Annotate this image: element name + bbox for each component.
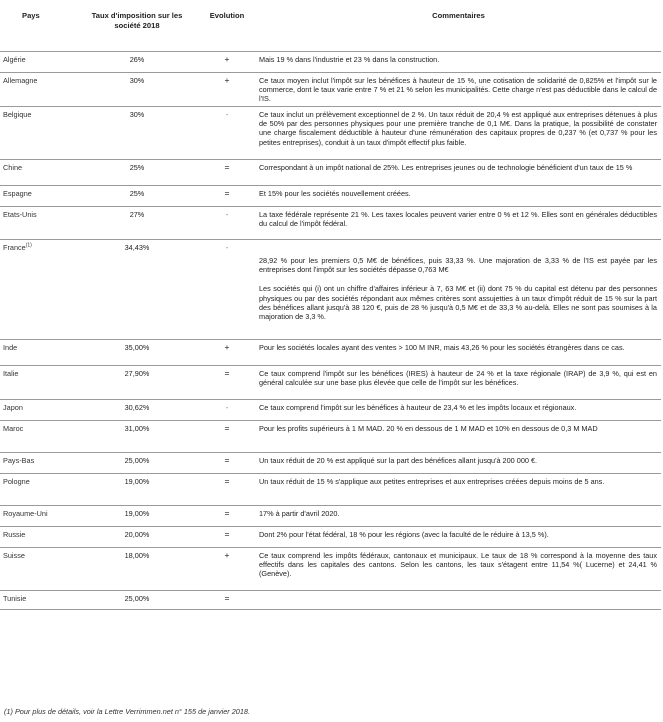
- comment-text: Correspondant à un impôt national de 25%. Les entreprises jeunes ou de technologie bénéficient d'un taux de 15 %: [259, 163, 633, 172]
- country-name: Chine: [3, 163, 23, 172]
- table-row: [0, 207, 661, 240]
- comment-text: Les sociétés qui (i) ont un chiffre d'affaires inférieur à 7, 63 M€ et (ii) dont 75 % du capital est détenu par des personnes physiques ou par des sociétés répondant aux mêmes critères sont assujetties à un taux d'impôt réduit de 15 % sur la part des bénéfices allant jusqu'à 38 120 €, puis de 28 % jusqu'à 0,5 M€ et de 33,3 % au-delà. Elles ne sont pas soumises à la majoration de 3,3 %.: [259, 284, 657, 322]
- comment-text: Pour les profits supérieurs à 1 M MAD. 20 % en dessous de 1 M MAD et 10% en dessous de 0,3 M MAD: [259, 424, 598, 433]
- table-row: [0, 527, 661, 548]
- comment-text: Ce taux comprend les impôts fédéraux, cantonaux et municipaux. Le taux de 18 % correspond à la moyenne des taux effectifs dans les capitales des cantons. Selon les cantons, les taux s'étagent entre 11,54 %( Lucerne) et 24,41 % (Genève).: [259, 551, 657, 579]
- tax-rate-cell: 25%: [76, 160, 198, 186]
- comment-cell: [256, 52, 661, 73]
- country-name: Royaume-Uni: [3, 509, 48, 518]
- country-cell: [0, 591, 76, 610]
- evolution-cell: -: [198, 240, 256, 340]
- evolution-cell: =: [198, 186, 256, 207]
- country-name: France: [3, 243, 26, 252]
- country-cell: [0, 240, 76, 340]
- country-name: Tunisie: [3, 594, 27, 603]
- evolution-cell: +: [198, 340, 256, 366]
- country-cell: [0, 107, 76, 160]
- country-name: Russie: [3, 530, 26, 539]
- header-pays: Pays: [0, 8, 76, 52]
- country-cell: [0, 207, 76, 240]
- comment-cell: [256, 366, 661, 400]
- evolution-cell: -: [198, 107, 256, 160]
- comment-text: Dont 2% pour l'état fédéral, 18 % pour les régions (avec la faculté de le réduire à 13,5 %).: [259, 530, 549, 539]
- table-row: [0, 421, 661, 453]
- comment-cell: [256, 207, 661, 240]
- country-cell: [0, 160, 76, 186]
- country-cell: [0, 366, 76, 400]
- evolution-cell: =: [198, 506, 256, 527]
- evolution-cell: =: [198, 160, 256, 186]
- tax-rate-cell: 26%: [76, 52, 198, 73]
- evolution-cell: -: [198, 400, 256, 421]
- country-name: Pologne: [3, 477, 30, 486]
- table-row: [0, 506, 661, 527]
- comment-text: 28,92 % pour les premiers 0,5 M€ de bénéfices, puis 33,33 %. Une majoration de 3,33 % de l'IS est payée par les entreprises dont l'impôt sur les sociétés dépasse 0,763 M€: [259, 256, 657, 275]
- country-name: Algérie: [3, 55, 26, 64]
- table-row: [0, 186, 661, 207]
- table-row: [0, 591, 661, 610]
- evolution-cell: =: [198, 527, 256, 548]
- evolution-cell: =: [198, 474, 256, 506]
- comment-text: La taxe fédérale représente 21 %. Les taxes locales peuvent varier entre 0 % et 12 %. Elles sont en générales déductibles du calcul de l'impôt fédéral.: [259, 210, 657, 229]
- comment-cell: [256, 73, 661, 107]
- header-row: [0, 8, 661, 52]
- tax-rate-cell: 31,00%: [76, 421, 198, 453]
- country-name: Suisse: [3, 551, 25, 560]
- table-row: [0, 400, 661, 421]
- country-name: Italie: [3, 369, 19, 378]
- footnote: (1) Pour plus de détails, voir la Lettre Verrimmen.net n° 155 de janvier 2018.: [4, 707, 251, 716]
- comment-text: Un taux réduit de 20 % est appliqué sur la part des bénéfices allant jusqu'à 200 000 €.: [259, 456, 538, 465]
- country-name: Japon: [3, 403, 23, 412]
- country-cell: [0, 474, 76, 506]
- comment-cell: [256, 400, 661, 421]
- tax-rate-cell: 35,00%: [76, 340, 198, 366]
- country-cell: [0, 340, 76, 366]
- country-name: Pays-Bas: [3, 456, 35, 465]
- tax-rate-cell: 30,62%: [76, 400, 198, 421]
- comment-cell: [256, 506, 661, 527]
- tax-rate-cell: 18,00%: [76, 548, 198, 591]
- comment-text: Pour les sociétés locales ayant des ventes > 100 M INR, mais 43,26 % pour les sociétés étrangères dans ce cas.: [259, 343, 625, 352]
- tax-rate-cell: 25,00%: [76, 591, 198, 610]
- comment-cell: [256, 186, 661, 207]
- footnote-marker: (1): [25, 242, 32, 249]
- country-cell: [0, 548, 76, 591]
- comment-cell: [256, 107, 661, 160]
- country-cell: [0, 73, 76, 107]
- comment-text: Ce taux inclut un prélèvement exceptionnel de 2 %. Un taux réduit de 20,4 % est appliqué aux entreprises détenues à plus de 50% par des personnes physiques pour une première tranche de 0,1 M€. Dans la pratique, la possibilité de constater une charge fiscalement déductible à hauteur d'une rémunération des capitaux propres de 0,237 % (et 0,737 % pour les petites entreprises), conduit à un taux d'impôt effectif plus faible.: [259, 110, 657, 147]
- comment-text: Mais 19 % dans l'industrie et 23 % dans la construction.: [259, 55, 440, 64]
- table-row: [0, 52, 661, 73]
- tax-rate-cell: 27%: [76, 207, 198, 240]
- country-cell: [0, 421, 76, 453]
- tax-rate-cell: 20,00%: [76, 527, 198, 548]
- country-cell: [0, 527, 76, 548]
- header-evolution: Evolution: [198, 8, 256, 52]
- comment-text: Ce taux comprend l'impôt sur les bénéfices à hauteur de 23,4 % et les impôts locaux et régionaux.: [259, 403, 577, 412]
- evolution-cell: =: [198, 591, 256, 610]
- tax-rate-cell: 30%: [76, 73, 198, 107]
- tax-rate-cell: 30%: [76, 107, 198, 160]
- tax-rate-cell: 25,00%: [76, 453, 198, 474]
- comment-text: Ce taux moyen inclut l'impôt sur les bénéfices à hauteur de 15 %, une cotisation de solidarité de 0,825% et l'impôt sur le commerce, dont le taux varie entre 7 % et 21 % selon les municipalités. Cette charge n'est pas déductible dans le calcul de l'IS.: [259, 76, 657, 104]
- comment-cell: [256, 160, 661, 186]
- evolution-cell: -: [198, 207, 256, 240]
- comment-cell: [256, 240, 661, 340]
- country-cell: [0, 186, 76, 207]
- table-row: [0, 474, 661, 506]
- evolution-cell: +: [198, 73, 256, 107]
- tax-table: [0, 8, 661, 610]
- evolution-cell: =: [198, 421, 256, 453]
- table-row: [0, 366, 661, 400]
- country-name: Belgique: [3, 110, 32, 119]
- country-name: Espagne: [3, 189, 32, 198]
- header-taux: Taux d'imposition sur les société 2018: [76, 8, 198, 52]
- table-body: [0, 52, 661, 610]
- evolution-cell: +: [198, 52, 256, 73]
- country-name: Inde: [3, 343, 18, 352]
- table-row: [0, 548, 661, 591]
- comment-text: Ce taux comprend l'impôt sur les bénéfices (IRES) à hauteur de 24 % et la taxe régionale (IRAP) de 3,9 %, qui est en général calculée sur une base plus élevée que celle de l'impôt sur les bénéfices.: [259, 369, 657, 388]
- tax-rate-cell: 19,00%: [76, 474, 198, 506]
- evolution-cell: =: [198, 366, 256, 400]
- country-cell: [0, 52, 76, 73]
- table-row: [0, 340, 661, 366]
- comment-cell: [256, 527, 661, 548]
- header-commentaires: Commentaires: [256, 8, 661, 52]
- country-name: Allemagne: [3, 76, 38, 85]
- tax-rate-cell: 25%: [76, 186, 198, 207]
- tax-rate-cell: 34,43%: [76, 240, 198, 340]
- country-name: Maroc: [3, 424, 24, 433]
- table-row: [0, 160, 661, 186]
- comment-text: 17% à partir d'avril 2020.: [259, 509, 340, 518]
- tax-rate-cell: 19,00%: [76, 506, 198, 527]
- evolution-cell: +: [198, 548, 256, 591]
- comment-cell: [256, 421, 661, 453]
- country-cell: [0, 453, 76, 474]
- comment-cell: [256, 591, 661, 610]
- table-row: [0, 240, 661, 340]
- comment-cell: [256, 548, 661, 591]
- country-cell: [0, 506, 76, 527]
- country-name: Etats-Unis: [3, 210, 37, 219]
- comment-text: Et 15% pour les sociétés nouvellement créées.: [259, 189, 411, 198]
- tax-rate-cell: 27,90%: [76, 366, 198, 400]
- comment-cell: [256, 340, 661, 366]
- table-row: [0, 107, 661, 160]
- comment-cell: [256, 474, 661, 506]
- evolution-cell: =: [198, 453, 256, 474]
- country-cell: [0, 400, 76, 421]
- comment-text: Un taux réduit de 15 % s'applique aux petites entreprises et aux entreprises créées depuis moins de 5 ans.: [259, 477, 605, 486]
- comment-cell: [256, 453, 661, 474]
- table-row: [0, 73, 661, 107]
- table-row: [0, 453, 661, 474]
